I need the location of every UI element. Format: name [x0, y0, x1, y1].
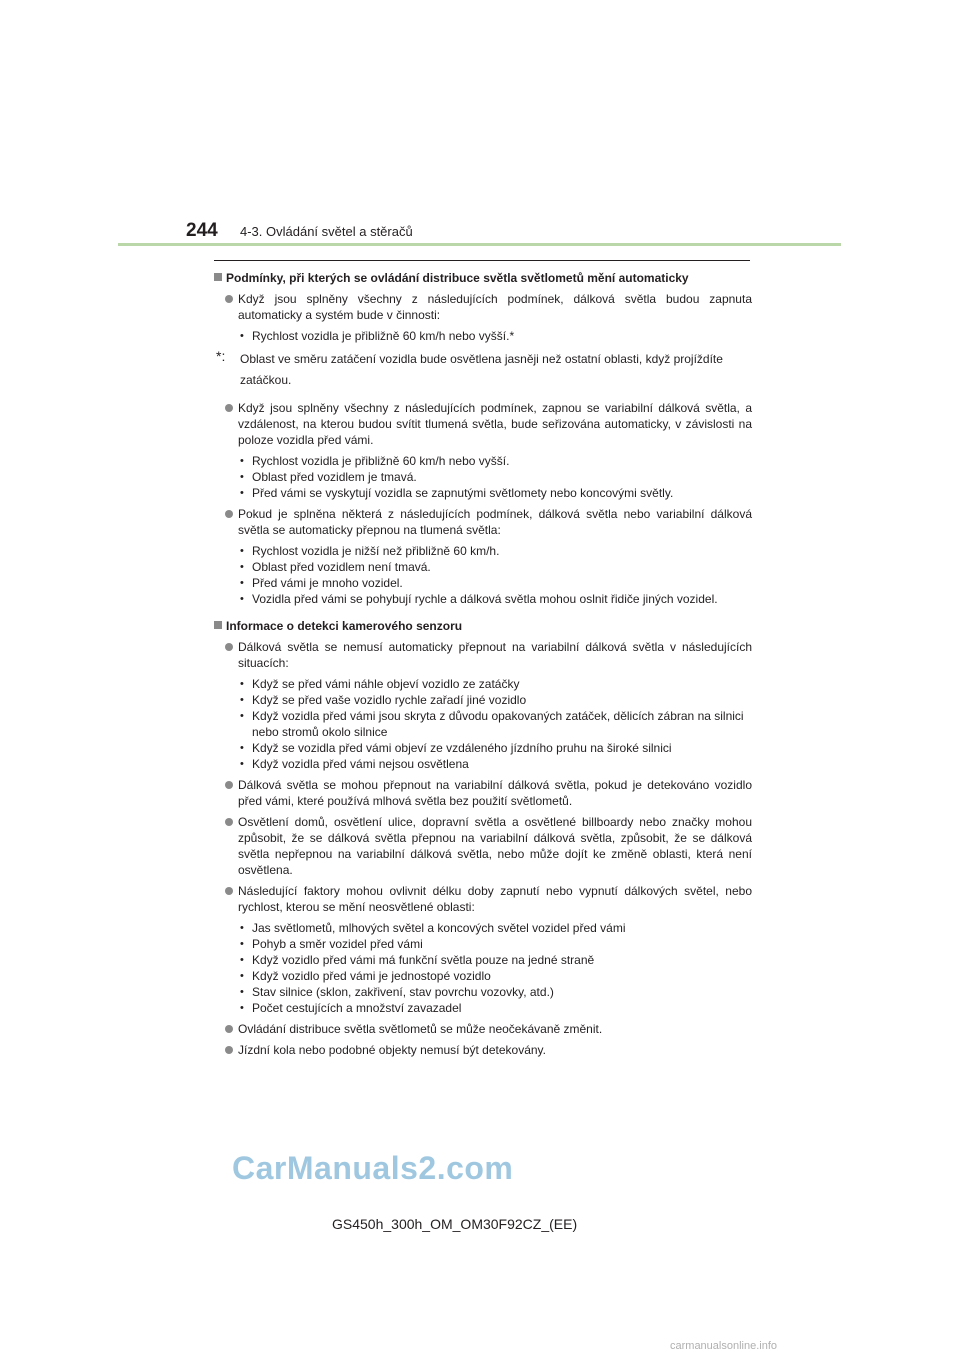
sub-list — [214, 543, 752, 607]
circle-bullet-icon — [225, 1025, 233, 1033]
sub-list-item: • Když vozidla před vámi jsou skryta z důvodu opakovaných zatáček, dělicích zábran na silnici nebo stromů okolo silnice — [214, 708, 752, 740]
footnote-marker: *: — [216, 348, 226, 364]
footnote — [214, 349, 752, 391]
section-title: 4-3. Ovládání světel a stěračů — [240, 224, 413, 239]
square-bullet-icon — [214, 273, 222, 281]
sub-list-item: • Počet cestujících a množství zavazadel — [214, 1000, 752, 1016]
document-body — [214, 270, 752, 1063]
circle-bullet-icon — [225, 887, 233, 895]
bullet-text: Jízdní kola nebo podobné objekty nemusí být detekovány. — [238, 1043, 546, 1057]
bullet-text: Pokud je splněna některá z následujících podmínek, dálková světla nebo variabilní dálková světla se automaticky přepnou na tlumená světla: — [238, 507, 752, 537]
circle-bullet-icon — [225, 643, 233, 651]
sub-list-item: • Před vámi je mnoho vozidel. — [214, 575, 752, 591]
sub-list-item: • Když vozidla před vámi nejsou osvětlena — [214, 756, 752, 772]
bullet-item — [214, 1042, 752, 1058]
footnote-text: Oblast ve směru zatáčení vozidla bude osvětlena jasněji než ostatní oblasti, když projíždíte zatáčkou. — [240, 352, 723, 387]
bullet-item — [214, 1021, 752, 1037]
section-heading — [214, 618, 752, 634]
sub-list-item: • Když se vozidla před vámi objeví ze vzdáleného jízdního pruhu na široké silnici — [214, 740, 752, 756]
sub-list-item: • Když vozidlo před vámi je jednostopé vozidlo — [214, 968, 752, 984]
circle-bullet-icon — [225, 510, 233, 518]
sub-list-item: • Když se před vámi náhle objeví vozidlo ze zatáčky — [214, 676, 752, 692]
circle-bullet-icon — [225, 781, 233, 789]
sub-list-item: • Rychlost vozidla je přibližně 60 km/h nebo vyšší. — [214, 453, 752, 469]
source-site: carmanualsonline.info — [670, 1340, 778, 1352]
section-heading-text: Podmínky, při kterých se ovládání distribuce světla světlometů mění automaticky — [226, 271, 689, 285]
bullet-text: Následující faktory mohou ovlivnit délku doby zapnutí nebo vypnutí dálkových světel, nebo rychlost, kterou se mění neosvětlené oblasti: — [238, 884, 752, 914]
page-header — [186, 220, 413, 242]
circle-bullet-icon — [225, 295, 233, 303]
bullet-item — [214, 777, 752, 809]
bullet-item — [214, 883, 752, 915]
watermark-logo: CarManuals2.com — [232, 1150, 514, 1186]
bullet-item — [214, 639, 752, 671]
bullet-item — [214, 506, 752, 538]
sub-list — [214, 328, 752, 344]
sub-list-item: • Stav silnice (sklon, zakřivení, stav povrchu vozovky, atd.) — [214, 984, 752, 1000]
sub-list-item: • Když vozidlo před vámi má funkční světla pouze na jedné straně — [214, 952, 752, 968]
page-number: 244 — [186, 220, 218, 241]
document-code: GS450h_300h_OM_OM30F92CZ_(EE) — [332, 1216, 578, 1232]
sub-list-item: • Jas světlometů, mlhových světel a koncových světel vozidel před vámi — [214, 920, 752, 936]
sub-list-item: • Vozidla před vámi se pohybují rychle a dálková světla mohou oslnit řidiče jiných vozidel. — [214, 591, 752, 607]
bullet-item — [214, 291, 752, 323]
bullet-text: Když jsou splněny všechny z následujících podmínek, dálková světla budou zapnuta automaticky a systém bude v činnosti: — [238, 292, 752, 322]
content-rule — [214, 260, 750, 261]
square-bullet-icon — [214, 621, 222, 629]
sub-list-item: • Rychlost vozidla je nižší než přibližně 60 km/h. — [214, 543, 752, 559]
sub-list — [214, 920, 752, 1016]
bullet-item — [214, 814, 752, 878]
sub-list-item: • Pohyb a směr vozidel před vámi — [214, 936, 752, 952]
sub-list-item: • Před vámi se vyskytují vozidla se zapnutými světlomety nebo koncovými světly. — [214, 485, 752, 501]
bullet-text: Když jsou splněny všechny z následujících podmínek, zapnou se variabilní dálková světla, a vzdálenost, na kterou budou svítit tlumená světla, bude seřizována automaticky, v závislosti na poloze vozidla před vámi. — [238, 401, 752, 447]
bullet-text: Dálková světla se nemusí automaticky přepnout na variabilní dálková světla v následujících situacích: — [238, 640, 752, 670]
sub-list-item: • Když se před vaše vozidlo rychle zařadí jiné vozidlo — [214, 692, 752, 708]
bullet-item — [214, 400, 752, 448]
section-heading-text: Informace o detekci kamerového senzoru — [226, 619, 463, 633]
bullet-text: Osvětlení domů, osvětlení ulice, dopravní světla a osvětlené billboardy nebo značky mohou způsobit, že se dálková světla přepnou na variabilní dálková světla, způsobit, že se dálková světla nepřepnou na variabilní dálková světla, nebo může dojít ke změně oblasti, která není osvětlena. — [238, 815, 752, 877]
bullet-text: Dálková světla se mohou přepnout na variabilní dálková světla, pokud je detekováno vozidlo před vámi, které používá mlhová světla bez použití světlometů. — [238, 778, 752, 808]
section-heading — [214, 270, 752, 286]
sub-list — [214, 676, 752, 772]
header-rule — [118, 243, 841, 246]
sub-list-item: • Oblast před vozidlem není tmavá. — [214, 559, 752, 575]
bullet-text: Ovládání distribuce světla světlometů se může neočekávaně změnit. — [238, 1022, 603, 1036]
sub-list — [214, 453, 752, 501]
sub-list-item: • Rychlost vozidla je přibližně 60 km/h nebo vyšší.* — [214, 328, 752, 344]
circle-bullet-icon — [225, 1046, 233, 1054]
sub-list-item: • Oblast před vozidlem je tmavá. — [214, 469, 752, 485]
circle-bullet-icon — [225, 404, 233, 412]
circle-bullet-icon — [225, 818, 233, 826]
